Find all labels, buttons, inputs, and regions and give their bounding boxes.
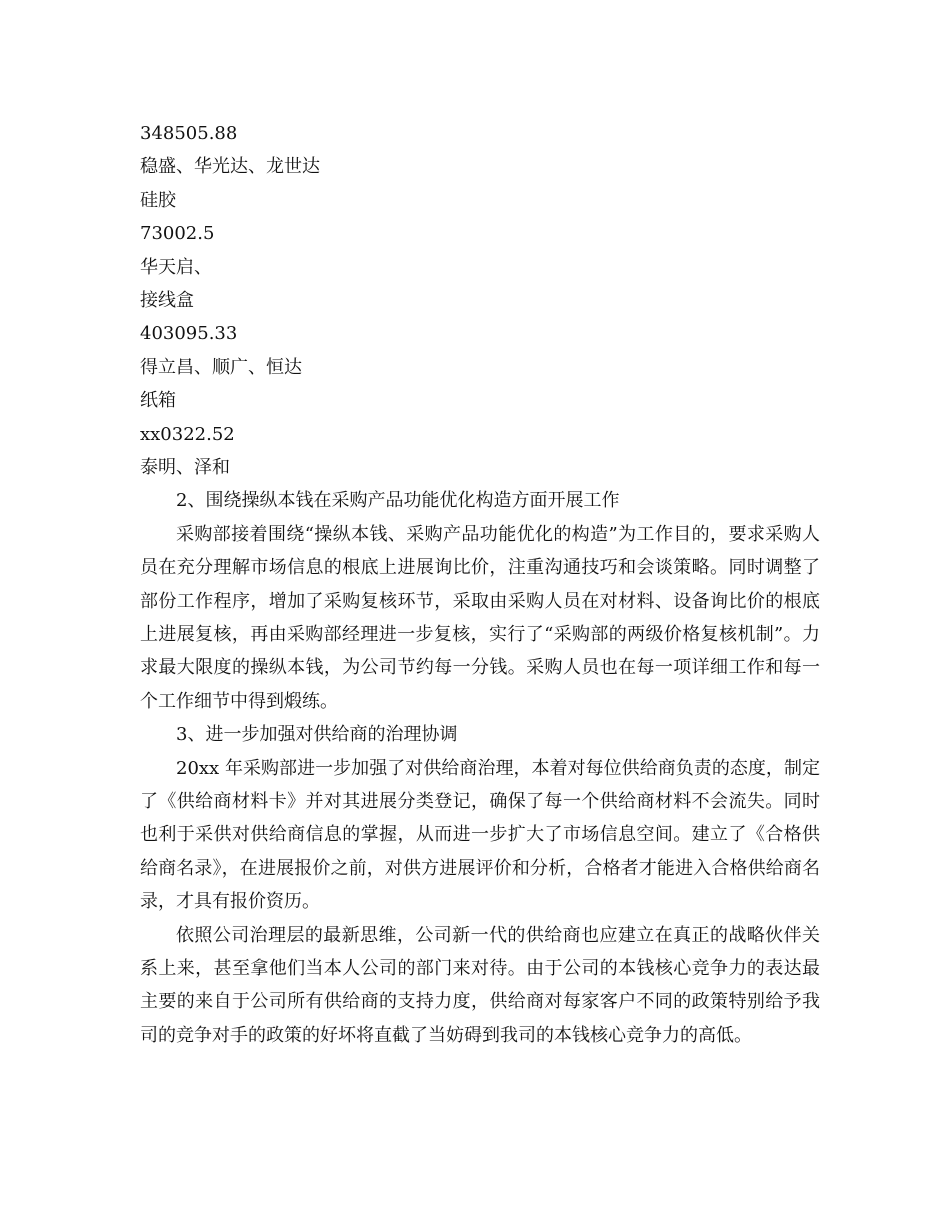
document-body	[140, 117, 820, 1052]
section-3-paragraph-1: 20xx 年采购部进一步加强了对供给商治理，本着对每位供给商负责的态度，制定了《供给商材料卡》并对其进展分类登记，确保了每一个供给商材料不会流失。同时也利于采供对供给商信息的掌握，从而进一步扩大了市场信息空间。建立了《合格供给商名录》，在进展报价之前，对供方进展评价和分析，合格者才能进入合格供给商名录，才具有报价资历。	[140, 757, 820, 913]
list-item: 硅胶	[140, 189, 176, 211]
list-item: 纸箱	[140, 390, 176, 412]
list-item: 403095.33	[140, 323, 238, 345]
section-2-paragraph: 采购部接着围绕“操纵本钱、采购产品功能优化的构造”为工作目的，要求采购人员在充分理解市场信息的根底上进展询比价，注重沟通技巧和会谈策略。同时调整了部份工作程序，增加了采购复核环节，采取由采购人员在对材料、设备询比价的根底上进展复核，再由采购部经理进一步复核，实行了“采购部的两级价格复核机制”。力求最大限度的操纵本钱，为公司节约每一分钱。采购人员也在每一项详细工作和每一个工作细节中得到煅练。	[140, 523, 820, 712]
section-2-heading: 2、围绕操纵本钱在采购产品功能优化构造方面开展工作	[176, 490, 620, 512]
list-item: 得立昌、顺广、恒达	[140, 356, 302, 378]
list-item: xx0322.52	[140, 423, 235, 445]
list-item: 接线盒	[140, 289, 194, 311]
list-item: 泰明、泽和	[140, 456, 230, 478]
section-3-paragraph-2: 依照公司治理层的最新思维，公司新一代的供给商也应建立在真正的战略伙伴关系上来，甚至拿他们当本人公司的部门来对待。由于公司的本钱核心竞争力的表达最主要的来自于公司所有供给商的支持力度，供给商对每家客户不同的政策特别给予我司的竞争对手的政策的好坏将直截了当妨碍到我司的本钱核心竞争力的高低。	[140, 924, 820, 1046]
list-item: 华天启、	[140, 256, 212, 278]
list-item: 73002.5	[140, 223, 215, 245]
list-item: 稳盛、华光达、龙世达	[140, 156, 320, 178]
list-item: 348505.88	[140, 123, 238, 144]
section-3-heading: 3、进一步加强对供给商的治理协调	[176, 724, 458, 746]
